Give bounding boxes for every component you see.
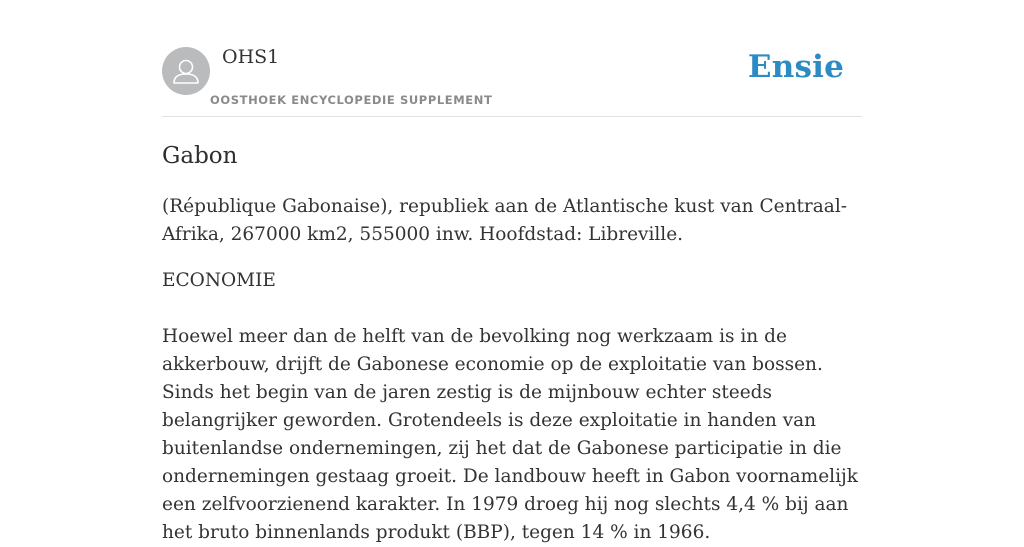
ensie-logo[interactable]: Ensie: [747, 49, 844, 85]
author-link[interactable]: OHS1: [222, 46, 280, 68]
user-silhouette-icon: [162, 47, 210, 95]
article-header: [162, 0, 862, 117]
article-paragraph: Hoewel meer dan de helft van de bevolking nog werkzaam is in de akkerbouw, drijft de Gabonese economie op de exploitatie van bossen. Sinds het begin van de jaren zestig is de mijnbouw echter steeds belangrijker geworden. Grotendeels is deze exploitatie in handen van buitenlandse ondernemingen, zij het dat de Gabonese participatie in die ondernemingen gestaag groeit. De landbouw heeft in Gabon voornamelijk een zelfvoorzienend karakter. In 1979 droeg hij nog slechts 4,4 % bij aan het bruto binnenlands produkt (BBP), tegen 14 % in 1966.: [162, 326, 858, 543]
article-page: [162, 0, 862, 547]
source-label[interactable]: OOSTHOEK ENCYCLOPEDIE SUPPLEMENT: [210, 93, 493, 107]
section-heading: ECONOMIE: [162, 270, 276, 291]
article-intro: (République Gabonaise), republiek aan de Atlantische kust van Centraal-Afrika, 267000 km2, 555000 inw. Hoofdstad: Libreville.: [162, 196, 847, 245]
avatar[interactable]: [162, 47, 210, 95]
page-title: Gabon: [162, 143, 238, 169]
